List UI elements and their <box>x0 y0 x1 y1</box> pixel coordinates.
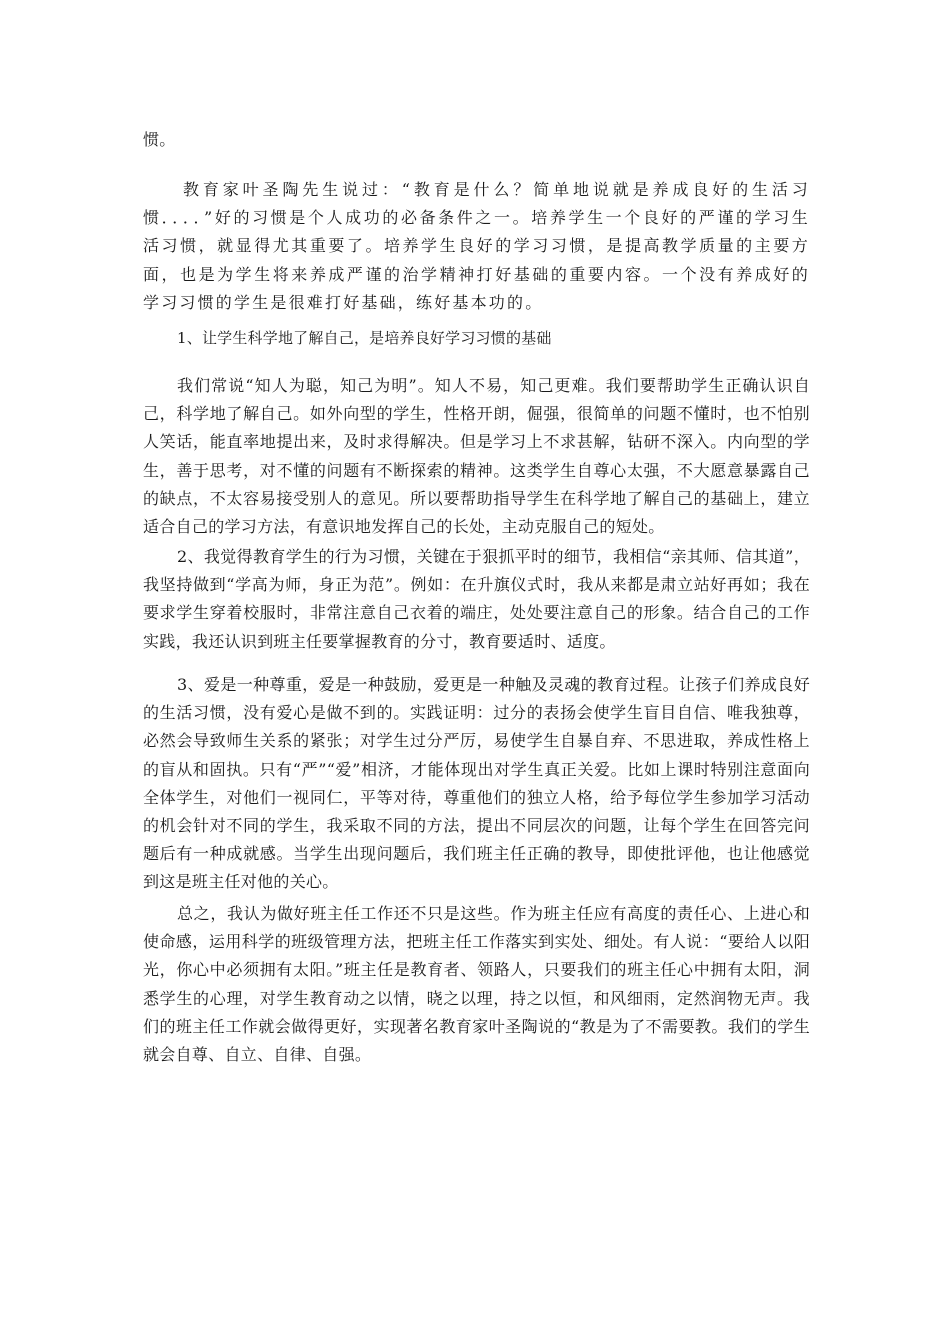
paragraph-love-respect: 3、爱是一种尊重，爱是一种鼓励，爱更是一种触及灵魂的教育过程。让孩子们养成良好的生活习惯，没有爱心是做不到的。实践证明：过分的表扬会使学生盲目自信、唯我独尊，必然会导致师生关系的紧张；对学生过分严厉，易使学生自暴自弃、不思进取，养成性格上的盲从和固执。只有“严”“爱”相济，才能体现出对学生真正关爱。比如上课时特别注意面向全体学生，对他们一视同仁，平等对待，尊重他们的独立人格，给予每位学生参加学习活动的机会针对不同的学生，我采取不同的方法，提出不同层次的问题，让每个学生在回答完问题后有一种成就感。当学生出现问题后，我们班主任正确的教导，即使批评他，也让他感觉到这是班主任对他的关心。 <box>143 675 810 892</box>
continuation-text: 惯。 <box>143 130 176 149</box>
paragraph-conclusion: 总之，我认为做好班主任工作还不只是这些。作为班主任应有高度的责任心、上进心和使命感，运用科学的班级管理方法，把班主任工作落实到实处、细处。有人说：“要给人以阳光，你心中必须拥有太阳。”班主任是教育者、领路人，只要我们的班主任心中拥有太阳，洞悉学生的心理，对学生教育动之以情，晓之以理，持之以恒，和风细雨，定然润物无声。我们的班主任工作就会做得更好，实现著名教育家叶圣陶说的“教是为了不需要教。我们的学生就会自尊、自立、自律、自强。 <box>143 904 810 1065</box>
paragraph-behavior-habits: 2、我觉得教育学生的行为习惯，关键在于狠抓平时的细节，我相信“亲其师、信其道”，我坚持做到“学高为师，身正为范”。例如：在升旗仪式时，我从来都是肃立站好再如；我在要求学生穿着校服时，非常注意自己衣着的端庄，处处要注意自己的形象。结合自己的工作实践，我还认识到班主任要掌握教育的分寸，教育要适时、适度。 <box>143 547 810 651</box>
paragraph-self-knowledge: 我们常说“知人为聪，知己为明”。知人不易，知己更难。我们要帮助学生正确认识自己，科学地了解自己。如外向型的学生，性格开朗，倔强，很简单的问题不懂时，也不怕别人笑话，能直率地提出来，及时求得解决。但是学习上不求甚解，钻研不深入。内向型的学生，善于思考，对不懂的问题有不断探索的精神。这类学生自尊心太强，不大愿意暴露自己的缺点，不太容易接受别人的意见。所以要帮助指导学生在科学地了解自己的基础上，建立适合自己的学习方法，有意识地发挥自己的长处，主动克服自己的短处。 <box>143 376 810 537</box>
section-heading-1: 1、让学生科学地了解自己，是培养良好学习习惯的基础 <box>177 329 552 347</box>
paragraph-intro: 教育家叶圣陶先生说过：“教育是什么？简单地说就是养成良好的生活习惯．．．．”好的习惯是个人成功的必备条件之一。培养学生一个良好的严谨的学习生活习惯，就显得尤其重要了。培养学生良好的学习习惯，是提高教学质量的主要方面，也是为学生将来养成严谨的治学精神打好基础的重要内容。一个没有养成好的学习习惯的学生是很难打好基础，练好基本功的。 <box>143 180 810 312</box>
